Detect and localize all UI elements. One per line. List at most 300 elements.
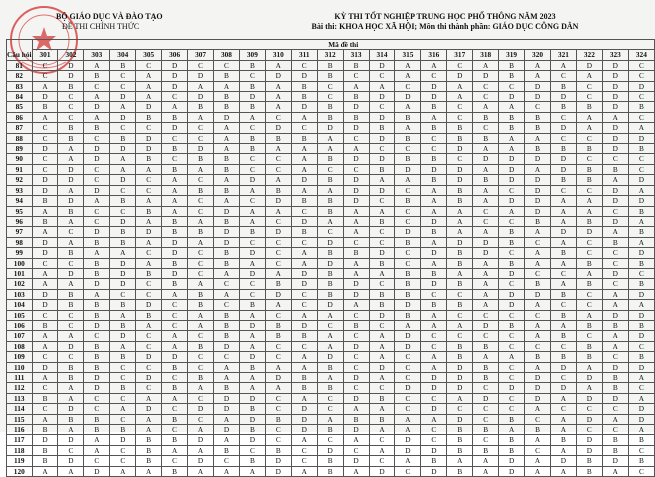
answer-cell: C xyxy=(602,279,628,289)
answer-cell: B xyxy=(525,123,551,133)
answer-cell: C xyxy=(136,185,162,195)
answer-cell: B xyxy=(32,320,58,330)
question-number: 116 xyxy=(7,425,33,435)
answer-cell: C xyxy=(110,414,136,424)
question-number: 108 xyxy=(7,341,33,351)
answer-cell: C xyxy=(84,393,110,403)
answer-cell: A xyxy=(136,196,162,206)
answer-cell: A xyxy=(188,216,214,226)
answer-cell: A xyxy=(214,123,240,133)
answer-cell: C xyxy=(136,123,162,133)
answer-cell: B xyxy=(317,456,343,466)
answer-cell: A xyxy=(525,404,551,414)
answer-cell: B xyxy=(499,445,525,455)
answer-cell: A xyxy=(369,268,395,278)
answer-cell: B xyxy=(343,414,369,424)
answer-cell: C xyxy=(317,92,343,102)
answer-cell: A xyxy=(214,144,240,154)
answer-cell: A xyxy=(525,300,551,310)
answer-cell: C xyxy=(291,300,317,310)
answer-cell: A xyxy=(421,196,447,206)
answer-cell: D xyxy=(317,445,343,455)
answer-cell: C xyxy=(576,237,602,247)
answer-cell: C xyxy=(32,123,58,133)
answer-cell: B xyxy=(136,445,162,455)
answer-cell: D xyxy=(628,362,654,372)
answer-cell: B xyxy=(84,341,110,351)
answer-cell: C xyxy=(265,425,291,435)
answer-cell: B xyxy=(265,320,291,330)
answer-cell: A xyxy=(291,164,317,174)
exam-code-316: 316 xyxy=(421,50,447,60)
answer-cell: A xyxy=(214,435,240,445)
exam-code-313: 313 xyxy=(343,50,369,60)
answer-cell: A xyxy=(343,404,369,414)
answer-cell: A xyxy=(214,414,240,424)
answer-cell: A xyxy=(602,175,628,185)
answer-cell: A xyxy=(628,185,654,195)
answer-cell: A xyxy=(499,425,525,435)
answer-cell: C xyxy=(550,373,576,383)
answer-cell: B xyxy=(343,92,369,102)
answer-cell: D xyxy=(602,102,628,112)
answer-cell: C xyxy=(84,133,110,143)
answer-cell: D xyxy=(110,279,136,289)
answer-cell: A xyxy=(188,425,214,435)
answer-cell: C xyxy=(188,175,214,185)
answer-cell: C xyxy=(499,310,525,320)
answer-cell: B xyxy=(447,300,473,310)
answer-cell: D xyxy=(136,227,162,237)
answer-cell: C xyxy=(188,268,214,278)
answer-cell: A xyxy=(84,112,110,122)
answer-cell: B xyxy=(239,144,265,154)
answer-cell: A xyxy=(395,102,421,112)
answer-cell: A xyxy=(473,258,499,268)
answer-cell: A xyxy=(421,60,447,70)
answer-cell: C xyxy=(291,456,317,466)
question-number: 95 xyxy=(7,206,33,216)
answer-cell: C xyxy=(576,154,602,164)
answer-cell: B xyxy=(84,123,110,133)
answer-cell: D xyxy=(291,216,317,226)
answer-cell: C xyxy=(395,373,421,383)
answer-cell: A xyxy=(473,268,499,278)
answer-cell: A xyxy=(473,144,499,154)
answer-cell: B xyxy=(317,466,343,476)
answer-cell: D xyxy=(421,81,447,91)
answer-cell: D xyxy=(602,456,628,466)
answer-cell: C xyxy=(317,435,343,445)
answer-cell: B xyxy=(317,206,343,216)
answer-cell: D xyxy=(525,393,551,403)
answer-cell: B xyxy=(499,237,525,247)
answer-cell: C xyxy=(499,393,525,403)
answer-cell: A xyxy=(628,216,654,226)
answer-cell: C xyxy=(602,404,628,414)
answer-cell: D xyxy=(291,404,317,414)
answer-cell: A xyxy=(473,60,499,70)
answer-cell: D xyxy=(499,92,525,102)
answer-cell: A xyxy=(628,300,654,310)
answer-cell: B xyxy=(84,237,110,247)
answer-cell: C xyxy=(525,414,551,424)
answer-cell: D xyxy=(58,341,84,351)
answer-cell: D xyxy=(214,227,240,237)
answer-row xyxy=(7,185,655,195)
answer-cell: D xyxy=(84,227,110,237)
question-number: 106 xyxy=(7,320,33,330)
answer-cell: A xyxy=(473,185,499,195)
answer-row xyxy=(7,268,655,278)
answer-cell: A xyxy=(602,112,628,122)
answer-cell: D xyxy=(499,383,525,393)
answer-cell: C xyxy=(188,123,214,133)
exam-code-320: 320 xyxy=(525,50,551,60)
answer-cell: A xyxy=(265,206,291,216)
answer-cell: B xyxy=(162,435,188,445)
answer-cell: A xyxy=(265,81,291,91)
answer-row xyxy=(7,320,655,330)
answer-cell: A xyxy=(239,185,265,195)
subject-line: Bài thi: KHOA HỌC XÃ HỘI; Môn thi thành phần: GIÁO DỤC CÔNG DÂN xyxy=(311,22,579,31)
answer-cell: D xyxy=(239,352,265,362)
answer-cell: C xyxy=(395,404,421,414)
answer-cell: A xyxy=(550,237,576,247)
answer-cell: B xyxy=(369,289,395,299)
answer-cell: B xyxy=(58,123,84,133)
answer-cell: D xyxy=(550,362,576,372)
answer-cell: A xyxy=(291,112,317,122)
answer-cell: C xyxy=(421,289,447,299)
answer-cell: B xyxy=(628,227,654,237)
answer-cell: C xyxy=(525,341,551,351)
answer-cell: C xyxy=(395,352,421,362)
answer-cell: D xyxy=(162,352,188,362)
answer-cell: D xyxy=(395,435,421,445)
answer-cell: A xyxy=(525,466,551,476)
exam-code-310: 310 xyxy=(265,50,291,60)
answer-cell: D xyxy=(343,185,369,195)
answer-cell: D xyxy=(628,404,654,414)
answer-cell: D xyxy=(343,456,369,466)
answer-cell: D xyxy=(525,81,551,91)
answer-cell: B xyxy=(369,393,395,403)
answer-cell: A xyxy=(84,92,110,102)
answer-cell: B xyxy=(239,456,265,466)
answer-cell: A xyxy=(291,248,317,258)
answer-cell: B xyxy=(188,154,214,164)
answer-cell: A xyxy=(265,92,291,102)
answer-cell: C xyxy=(628,466,654,476)
answer-cell: A xyxy=(421,237,447,247)
answer-cell: A xyxy=(369,341,395,351)
answer-cell: C xyxy=(369,435,395,445)
answer-cell: B xyxy=(162,164,188,174)
answer-cell: B xyxy=(550,175,576,185)
answer-cell: B xyxy=(110,300,136,310)
question-number: 120 xyxy=(7,466,33,476)
answer-cell: D xyxy=(317,237,343,247)
answer-cell: A xyxy=(343,268,369,278)
answer-cell: A xyxy=(291,466,317,476)
answer-cell: A xyxy=(136,320,162,330)
answer-cell: D xyxy=(291,175,317,185)
answer-cell: D xyxy=(395,227,421,237)
answer-cell: A xyxy=(239,341,265,351)
answer-cell: C xyxy=(576,92,602,102)
answer-cell: A xyxy=(602,227,628,237)
exam-code-319: 319 xyxy=(499,50,525,60)
answer-cell: C xyxy=(576,289,602,299)
answer-cell: A xyxy=(473,466,499,476)
answer-cell: B xyxy=(369,414,395,424)
answer-cell: D xyxy=(239,414,265,424)
answer-cell: D xyxy=(265,456,291,466)
answer-cell: C xyxy=(499,331,525,341)
answer-cell: C xyxy=(628,445,654,455)
answer-cell: B xyxy=(317,60,343,70)
answer-cell: B xyxy=(162,258,188,268)
answer-row xyxy=(7,81,655,91)
answer-cell: D xyxy=(628,248,654,258)
answer-cell: C xyxy=(32,154,58,164)
answer-cell: D xyxy=(525,154,551,164)
answer-cell: A xyxy=(395,414,421,424)
answer-cell: A xyxy=(188,383,214,393)
answer-cell: C xyxy=(162,133,188,143)
answer-cell: C xyxy=(369,102,395,112)
answer-row xyxy=(7,102,655,112)
answer-cell: D xyxy=(628,331,654,341)
answer-cell: B xyxy=(343,60,369,70)
answer-cell: B xyxy=(317,279,343,289)
question-number: 110 xyxy=(7,362,33,372)
answer-cell: B xyxy=(395,268,421,278)
exam-codes-row xyxy=(7,50,655,60)
answer-cell: A xyxy=(58,383,84,393)
answer-cell: D xyxy=(136,133,162,143)
answer-cell: D xyxy=(110,92,136,102)
answer-cell: A xyxy=(576,362,602,372)
answer-cell: A xyxy=(576,71,602,81)
answer-cell: D xyxy=(214,237,240,247)
answer-cell: D xyxy=(421,164,447,174)
code-header: Mã đề thi xyxy=(32,40,654,50)
answer-cell: A xyxy=(525,362,551,372)
answer-cell: C xyxy=(188,60,214,70)
answer-cell: A xyxy=(525,331,551,341)
answer-cell: B xyxy=(214,154,240,164)
answer-row xyxy=(7,445,655,455)
answer-cell: C xyxy=(447,154,473,164)
answer-cell: C xyxy=(447,310,473,320)
answer-cell: A xyxy=(214,133,240,143)
answer-cell: B xyxy=(188,227,214,237)
answer-cell: C xyxy=(265,404,291,414)
answer-cell: D xyxy=(602,81,628,91)
answer-cell: D xyxy=(602,144,628,154)
answer-row xyxy=(7,414,655,424)
answer-cell: A xyxy=(110,341,136,351)
answer-cell: B xyxy=(602,164,628,174)
answer-cell: D xyxy=(395,445,421,455)
answer-cell: D xyxy=(214,112,240,122)
answer-cell: B xyxy=(84,71,110,81)
answer-cell: B xyxy=(110,352,136,362)
answer-cell: B xyxy=(84,352,110,362)
answer-cell: C xyxy=(473,310,499,320)
exam-code-323: 323 xyxy=(602,50,628,60)
answer-cell: A xyxy=(628,393,654,403)
answer-cell: C xyxy=(343,310,369,320)
answer-cell: D xyxy=(550,92,576,102)
answer-cell: D xyxy=(499,196,525,206)
answer-cell: C xyxy=(84,164,110,174)
answer-cell: B xyxy=(447,341,473,351)
answer-cell: C xyxy=(525,237,551,247)
answer-row xyxy=(7,352,655,362)
answer-cell: D xyxy=(343,289,369,299)
answer-cell: B xyxy=(110,196,136,206)
exam-code-322: 322 xyxy=(576,50,602,60)
answer-cell: D xyxy=(369,112,395,122)
answer-cell: C xyxy=(239,164,265,174)
answer-cell: C xyxy=(32,383,58,393)
answer-cell: B xyxy=(317,289,343,299)
answer-cell: C xyxy=(369,383,395,393)
answer-cell: C xyxy=(291,289,317,299)
answer-cell: D xyxy=(447,144,473,154)
answer-cell: A xyxy=(136,393,162,403)
answer-cell: D xyxy=(421,216,447,226)
answer-cell: B xyxy=(447,248,473,258)
answer-cell: B xyxy=(136,268,162,278)
answer-cell: B xyxy=(291,227,317,237)
answer-cell: A xyxy=(214,196,240,206)
answer-cell: D xyxy=(395,341,421,351)
answer-cell: B xyxy=(576,216,602,226)
answer-cell: C xyxy=(473,123,499,133)
answer-cell: B xyxy=(162,216,188,226)
answer-cell: C xyxy=(317,320,343,330)
answer-cell: B xyxy=(447,445,473,455)
answer-cell: D xyxy=(32,289,58,299)
answer-cell: B xyxy=(395,237,421,247)
answer-cell: B xyxy=(265,279,291,289)
answer-cell: B xyxy=(473,362,499,372)
answer-cell: A xyxy=(499,144,525,154)
answer-row xyxy=(7,216,655,226)
answer-cell: D xyxy=(499,456,525,466)
answer-cell: A xyxy=(317,185,343,195)
answer-cell: D xyxy=(265,466,291,476)
answer-cell: B xyxy=(576,456,602,466)
answer-cell: A xyxy=(550,279,576,289)
answer-cell: A xyxy=(291,258,317,268)
answer-cell: B xyxy=(395,289,421,299)
answer-cell: C xyxy=(602,425,628,435)
answer-cell: C xyxy=(576,404,602,414)
answer-cell: A xyxy=(265,300,291,310)
answer-row xyxy=(7,466,655,476)
answer-cell: B xyxy=(602,320,628,330)
answer-cell: A xyxy=(447,393,473,403)
answer-cell: D xyxy=(421,466,447,476)
answer-cell: C xyxy=(58,92,84,102)
answer-cell: D xyxy=(239,320,265,330)
answer-cell: C xyxy=(32,133,58,143)
answer-cell: C xyxy=(343,362,369,372)
answer-cell: A xyxy=(239,466,265,476)
answer-cell: B xyxy=(499,414,525,424)
answer-row xyxy=(7,123,655,133)
answer-cell: D xyxy=(602,71,628,81)
exam-code-309: 309 xyxy=(239,50,265,60)
exam-code-311: 311 xyxy=(291,50,317,60)
answer-cell: D xyxy=(628,414,654,424)
answer-cell: A xyxy=(84,60,110,70)
answer-cell: C xyxy=(395,216,421,226)
answer-cell: C xyxy=(188,248,214,258)
answer-cell: C xyxy=(550,268,576,278)
answer-cell: A xyxy=(110,102,136,112)
answer-cell: B xyxy=(550,102,576,112)
answer-cell: B xyxy=(214,92,240,102)
answer-cell: D xyxy=(214,404,240,414)
answer-cell: D xyxy=(317,300,343,310)
answer-cell: A xyxy=(602,466,628,476)
answer-cell: C xyxy=(576,248,602,258)
answer-cell: D xyxy=(239,435,265,445)
answer-cell: A xyxy=(343,216,369,226)
answer-cell: C xyxy=(110,123,136,133)
answer-cell: C xyxy=(473,81,499,91)
answer-cell: A xyxy=(317,133,343,143)
answer-row xyxy=(7,373,655,383)
answer-cell: C xyxy=(188,393,214,403)
answer-cell: C xyxy=(628,341,654,351)
answer-cell: B xyxy=(32,102,58,112)
answer-cell: D xyxy=(214,341,240,351)
answer-cell: D xyxy=(162,123,188,133)
answer-cell: C xyxy=(473,216,499,226)
answer-cell: B xyxy=(628,352,654,362)
answer-cell: D xyxy=(32,435,58,445)
answer-cell: C xyxy=(395,362,421,372)
question-number: 83 xyxy=(7,81,33,91)
answer-cell: C xyxy=(602,206,628,216)
answer-cell: D xyxy=(136,404,162,414)
answer-cell: A xyxy=(32,112,58,122)
answer-cell: C xyxy=(576,425,602,435)
question-number: 98 xyxy=(7,237,33,247)
answer-cell: D xyxy=(58,175,84,185)
answer-cell: A xyxy=(421,206,447,216)
answer-cell: C xyxy=(162,154,188,164)
answer-cell: D xyxy=(369,362,395,372)
answer-cell: A xyxy=(188,112,214,122)
answer-cell: C xyxy=(473,383,499,393)
answer-cell: D xyxy=(602,216,628,226)
answer-cell: C xyxy=(499,373,525,383)
answer-cell: A xyxy=(447,227,473,237)
answer-cell: C xyxy=(136,341,162,351)
answer-cell: D xyxy=(576,60,602,70)
answer-cell: A xyxy=(447,206,473,216)
answer-cell: B xyxy=(447,279,473,289)
answer-cell: D xyxy=(58,456,84,466)
